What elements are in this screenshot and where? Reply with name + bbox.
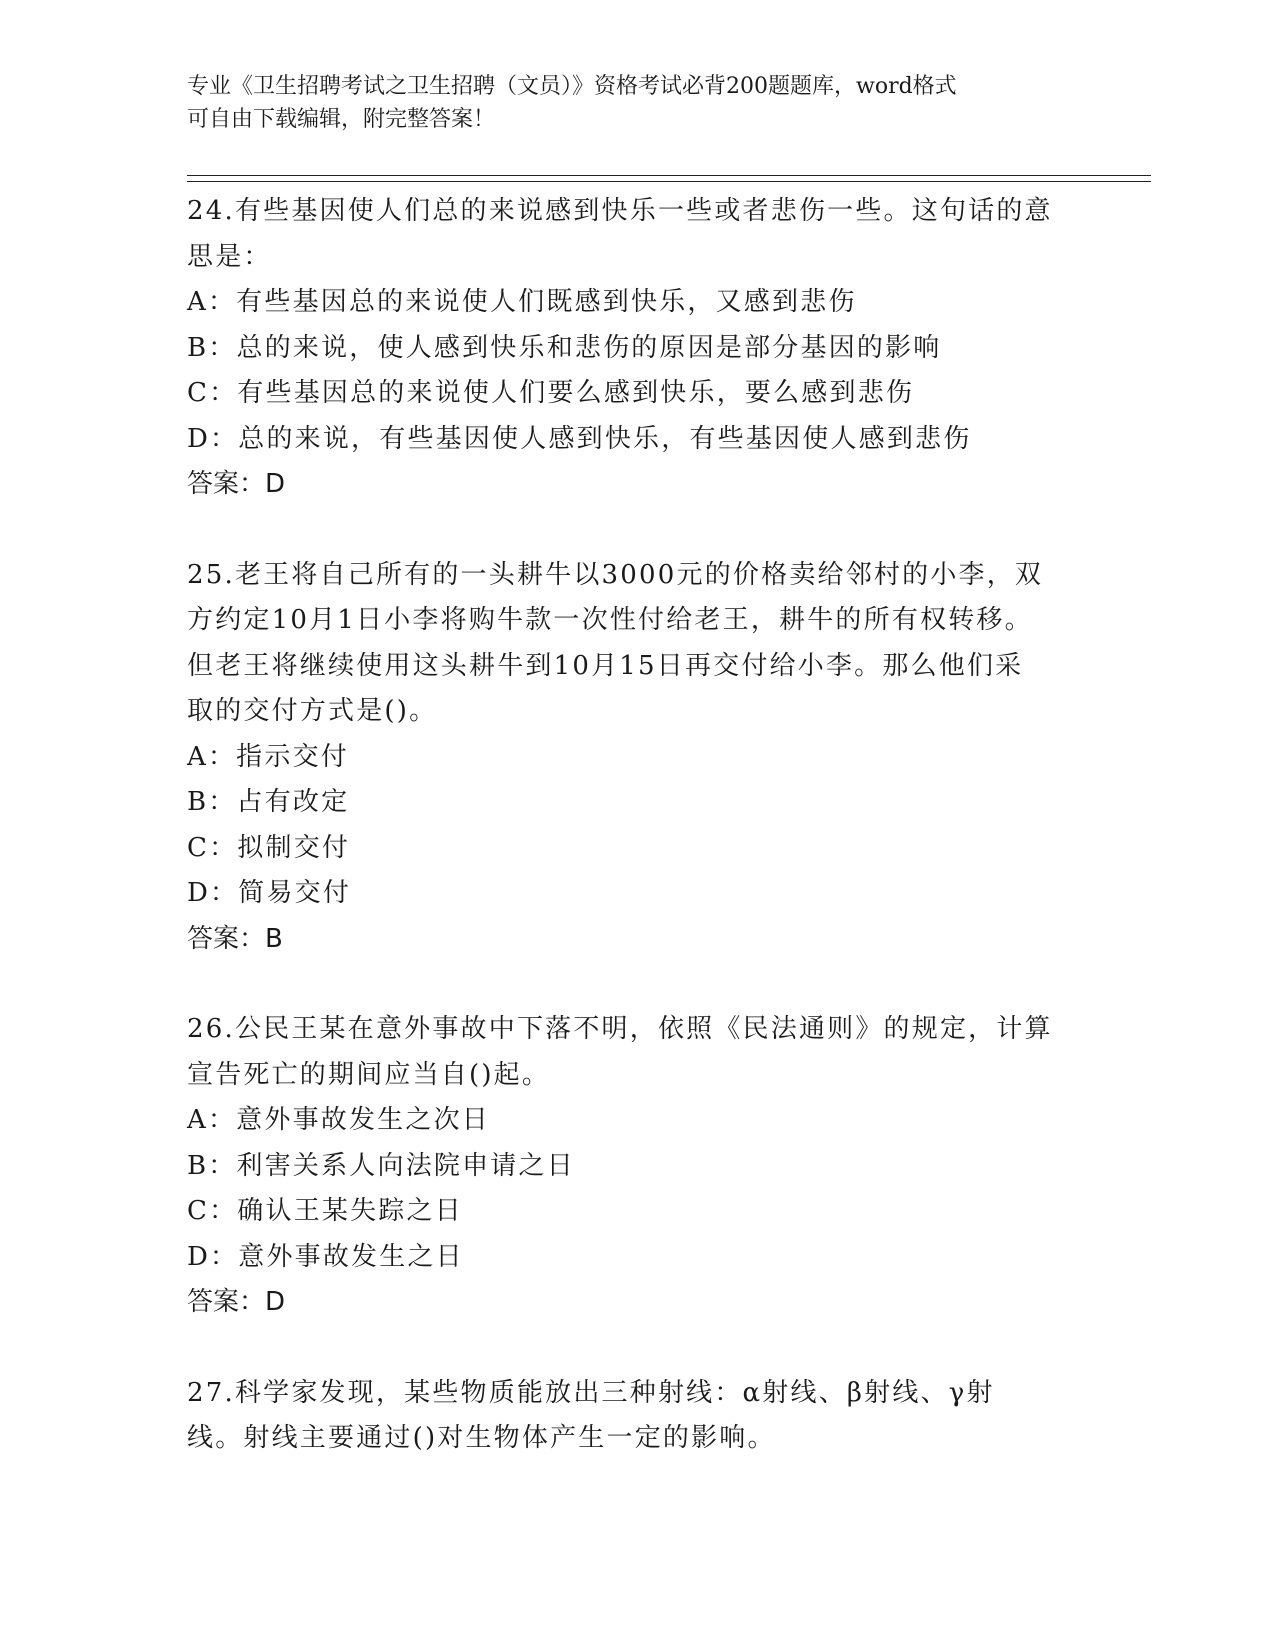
answer-line: 答案：D [187, 1287, 286, 1317]
question-text-line: 取的交付方式是()。 [187, 696, 438, 726]
option-b: B：占有改定 [187, 787, 350, 817]
question-26 [187, 1007, 1087, 1326]
option-d: D：简易交付 [187, 878, 352, 908]
header-line-2: 可自由下载编辑，附完整答案！ [187, 107, 496, 132]
option-a: A：意外事故发生之次日 [187, 1105, 490, 1135]
header-line-1: 专业《卫生招聘考试之卫生招聘（文员）》资格考试必背200题题库，word格式 [187, 74, 957, 99]
spacer [187, 508, 1087, 553]
question-text-line: 方约定10月1日小李将购牛款一次性付给老王，耕牛的所有权转移。 [187, 605, 1033, 635]
option-b: B：总的来说，使人感到快乐和悲伤的原因是部分基因的影响 [187, 332, 942, 363]
question-text-line: 宣告死亡的期间应当自()起。 [187, 1059, 551, 1090]
question-text-line: 27.科学家发现，某些物质能放出三种射线：α射线、β射线、γ射 [187, 1377, 995, 1408]
question-text-line: 26.公民王某在意外事故中下落不明，依照《民法通则》的规定，计算 [187, 1014, 1053, 1044]
header-divider-top [187, 175, 1151, 176]
question-text-line: 思是： [187, 241, 272, 272]
question-25 [187, 553, 1087, 963]
answer-line: 答案：B [187, 923, 283, 954]
question-27 [187, 1371, 1087, 1462]
option-a: A：有些基因总的来说使人们既感到快乐，又感到悲伤 [187, 287, 857, 317]
spacer [187, 962, 1087, 1007]
header-divider-bottom [187, 181, 1151, 182]
option-b: B：利害关系人向法院申请之日 [187, 1150, 575, 1181]
option-a: A：指示交付 [187, 741, 349, 772]
document-header [187, 70, 1067, 136]
option-c: C：确认王某失踪之日 [187, 1196, 463, 1226]
question-text-line: 24.有些基因使人们总的来说感到快乐一些或者悲伤一些。这句话的意 [187, 196, 1053, 226]
question-24 [187, 189, 1087, 508]
option-d: D：总的来说，有些基因使人感到快乐，有些基因使人感到悲伤 [187, 423, 972, 454]
answer-line: 答案：D [187, 469, 286, 499]
question-text-line: 但老王将继续使用这头耕牛到10月15日再交付给小李。那么他们采 [187, 650, 1024, 681]
spacer [187, 1326, 1087, 1371]
question-text-line: 线。射线主要通过()对生物体产生一定的影响。 [187, 1423, 776, 1453]
question-text-line: 25.老王将自己所有的一头耕牛以3000元的价格卖给邻村的小李，双 [187, 559, 1044, 590]
option-c: C：有些基因总的来说使人们要么感到快乐，要么感到悲伤 [187, 378, 915, 408]
option-c: C：拟制交付 [187, 832, 351, 863]
question-list [187, 189, 1087, 1462]
option-d: D：意外事故发生之日 [187, 1241, 464, 1272]
